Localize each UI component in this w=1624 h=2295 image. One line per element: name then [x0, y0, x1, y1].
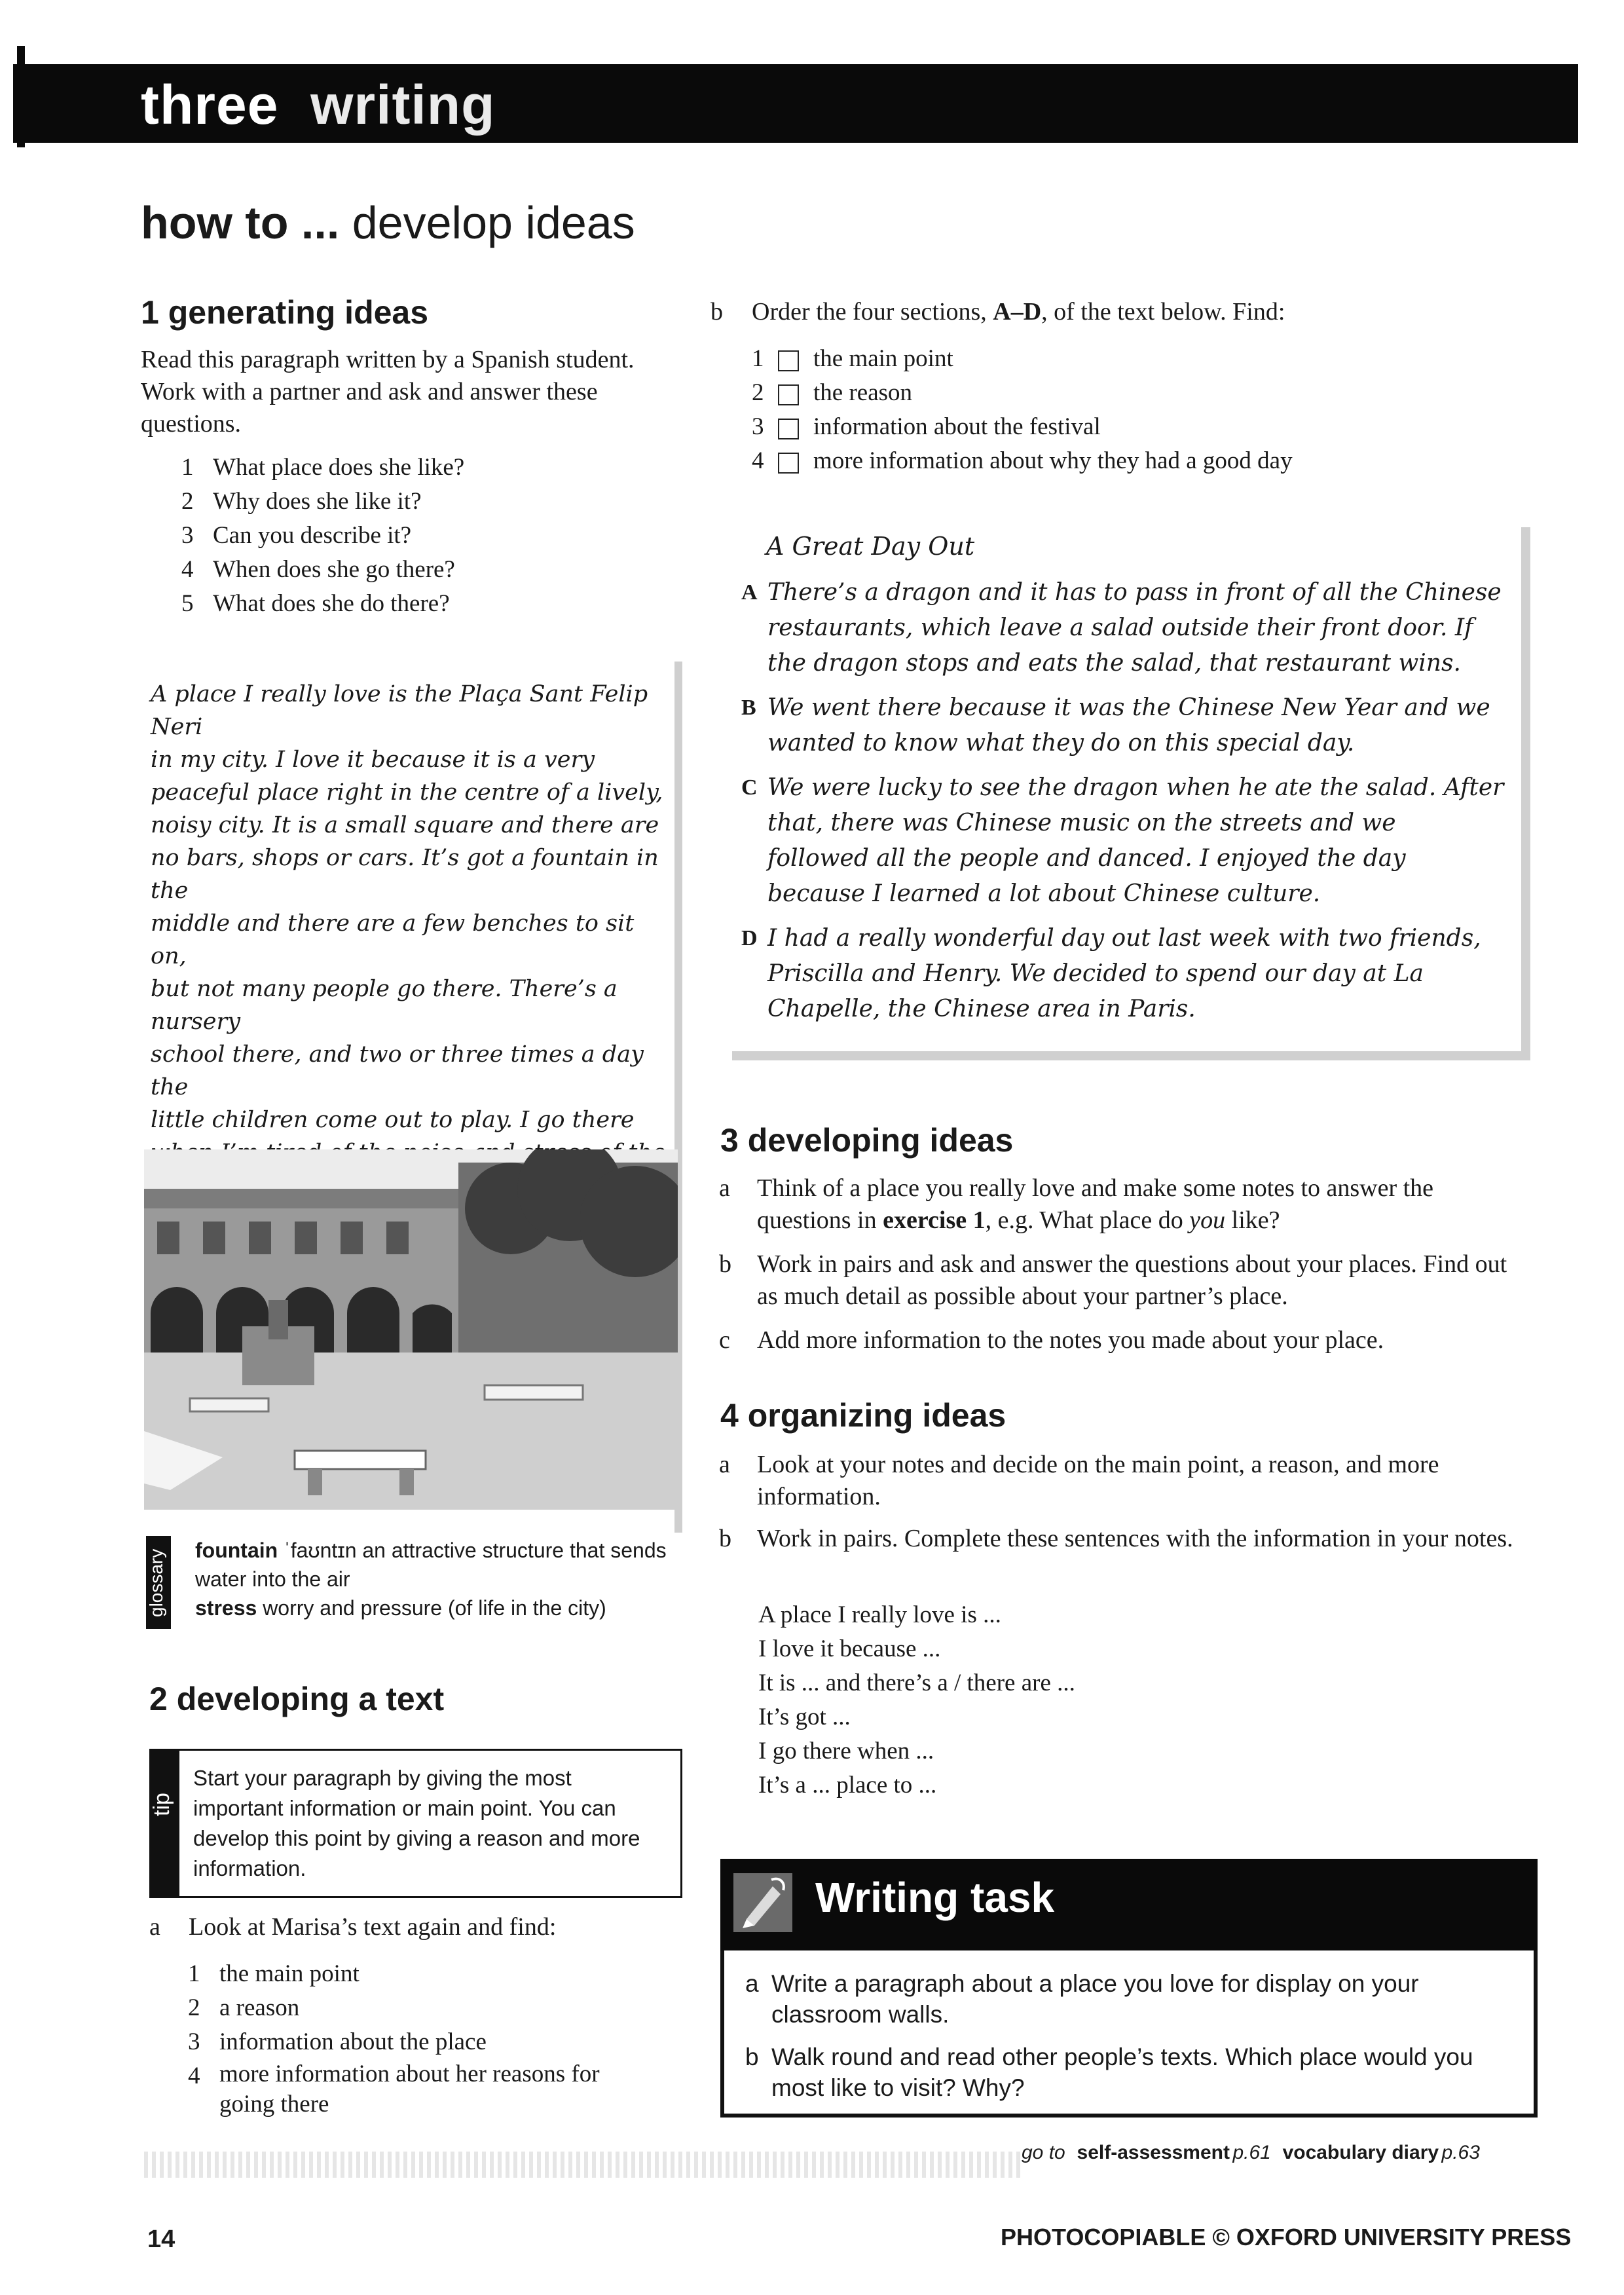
partb-instruction: Order the four sections, A–D, of the text below. Find:	[752, 298, 1285, 326]
section2-heading: 2 developing a text	[149, 1681, 445, 1717]
section1-questions	[181, 451, 464, 621]
unit-title	[141, 73, 495, 137]
list-item: 1 the main point	[188, 1960, 360, 1987]
list-item: I go there when ...	[758, 1738, 934, 1764]
footer-crossref: go to self-assessment p.61 vocabulary diary p.63	[1022, 2142, 1480, 2163]
section2-a-text: Look at Marisa’s text again and find:	[189, 1913, 557, 1941]
self-assessment-link[interactable]: self-assessment	[1077, 2142, 1230, 2163]
list-item: 4 When does she go there?	[181, 556, 455, 583]
list-item: 3 information about the festival	[752, 413, 1101, 440]
list-item: A place I really love is ...	[758, 1601, 1001, 1628]
plaza-photo	[144, 1149, 678, 1510]
section4-heading: 4 organizing ideas	[720, 1397, 1006, 1434]
glossary-entry: fountain ˈfaʊntɪn an attractive structure that sends water into the air	[195, 1539, 667, 1591]
list-item: 1 the main point	[752, 345, 953, 372]
story-section: B We went there because it was the Chinese New Year and we wanted to know what they do on this special day.	[741, 694, 1490, 756]
writing-task-item: a Write a paragraph about a place you love for display on your classroom walls.	[745, 1970, 1419, 2028]
list-item: 2 a reason	[188, 1994, 300, 2021]
list-item: 5 What does she do there?	[181, 590, 450, 617]
answer-checkbox[interactable]	[778, 453, 799, 474]
writing-task-title: Writing task	[815, 1874, 1055, 1921]
partb-checklist	[752, 342, 1293, 478]
glossary-label: glossary	[146, 1548, 166, 1618]
list-item: 1 What place does she like?	[181, 454, 465, 481]
pen-icon	[733, 1873, 792, 1932]
tip-text: Start your paragraph by giving the most important information or main point. You can develop this point by giving a reason and more information.	[193, 1766, 640, 1880]
section3-heading: 3 developing ideas	[720, 1122, 1014, 1159]
sentence-starters	[758, 1598, 1075, 1802]
marisa-paragraph: A place I really love is the Plaça Sant Felip Neri in my city. I love it because it is a very peaceful place right in the centre of a lively, noisy city. It is a small square and there are no bars, shops or cars. It’s got a fountain in the middle and there are a few benches to sit on, but not many people go there. There’s a nursery school there, and two or three times a day the little children come out to play. I go there	[151, 678, 674, 1296]
partb-letter: b	[710, 298, 723, 326]
exercise-item: a Think of a place you really love and make some notes to answer the questions in exercise 1, e.g. What place do you like?	[719, 1174, 1434, 1234]
answer-checkbox[interactable]	[778, 419, 799, 439]
section2-a-list	[188, 1957, 659, 2119]
story-section: D I had a really wonderful day out last week with two friends, Priscilla and Henry. We decided to spend our day at La Chapelle, the Chinese area in Paris.	[741, 925, 1481, 1022]
writing-task-item: b Walk round and read other people’s texts. Which place would you most like to visit? Why?	[745, 2043, 1473, 2101]
story-section: A There’s a dragon and it has to pass in front of all the Chinese restaurants, which leave a salad outside their front door. If the dragon stops and eats the salad, that restaurant wins.	[741, 579, 1502, 677]
unit-number: three	[141, 74, 279, 136]
answer-checkbox[interactable]	[778, 350, 799, 371]
footer-texture	[144, 2152, 1022, 2178]
exercise-item: b Work in pairs and ask and answer the questions about your places. Find out as much detail as possible about your partner’s place.	[719, 1250, 1507, 1310]
exercise-item: a Look at your notes and decide on the main point, a reason, and more information.	[719, 1451, 1439, 1510]
vocabulary-diary-link[interactable]: vocabulary diary	[1282, 2142, 1439, 2163]
list-item: I love it because ...	[758, 1635, 941, 1662]
answer-checkbox[interactable]	[778, 384, 799, 405]
list-item: 3 information about the place	[188, 2028, 487, 2055]
glossary-entries	[195, 1536, 680, 1622]
tip-label: tip	[149, 1793, 174, 1816]
story-section: C We were lucky to see the dragon when he ate the salad. After that, there was Chinese music on the streets and we followed all the people and danced. I enjoyed the day because I learned a lot about Chinese culture.	[741, 774, 1504, 907]
list-item: 3 Can you describe it?	[181, 522, 412, 549]
page-number: 14	[147, 2226, 175, 2253]
page-title: how to ... develop ideas	[141, 197, 635, 248]
list-item: It’s got ...	[758, 1704, 851, 1730]
list-item: 4 more information about why they had a good day	[752, 447, 1293, 474]
story-sections	[741, 575, 1504, 1027]
glossary-entry: stress worry and pressure (of life in the city)	[195, 1596, 606, 1620]
list-item: It’s a ... place to ...	[758, 1772, 937, 1799]
list-item: 4 more information about her reasons for going there	[188, 2061, 600, 2118]
section3-items	[719, 1172, 1544, 1356]
publisher-notice: PHOTOCOPIABLE © OXFORD UNIVERSITY PRESS	[1001, 2224, 1572, 2250]
unit-skill: writing	[310, 74, 496, 136]
exercise-item: c Add more information to the notes you made about your place.	[719, 1326, 1384, 1354]
list-item: 2 the reason	[752, 379, 913, 406]
story-title: A Great Day Out	[766, 532, 975, 561]
section2-a-letter: a	[149, 1913, 160, 1941]
list-item: It is ... and there’s a / there are ...	[758, 1670, 1075, 1696]
writing-task-items	[745, 1968, 1524, 2103]
exercise-item: b Work in pairs. Complete these sentences with the information in your notes.	[719, 1525, 1513, 1552]
list-item: 2 Why does she like it?	[181, 488, 422, 515]
section1-heading: 1 generating ideas	[141, 294, 429, 331]
section1-intro: Read this paragraph written by a Spanish student. Work with a partner and ask and answer these questions.	[141, 346, 635, 438]
